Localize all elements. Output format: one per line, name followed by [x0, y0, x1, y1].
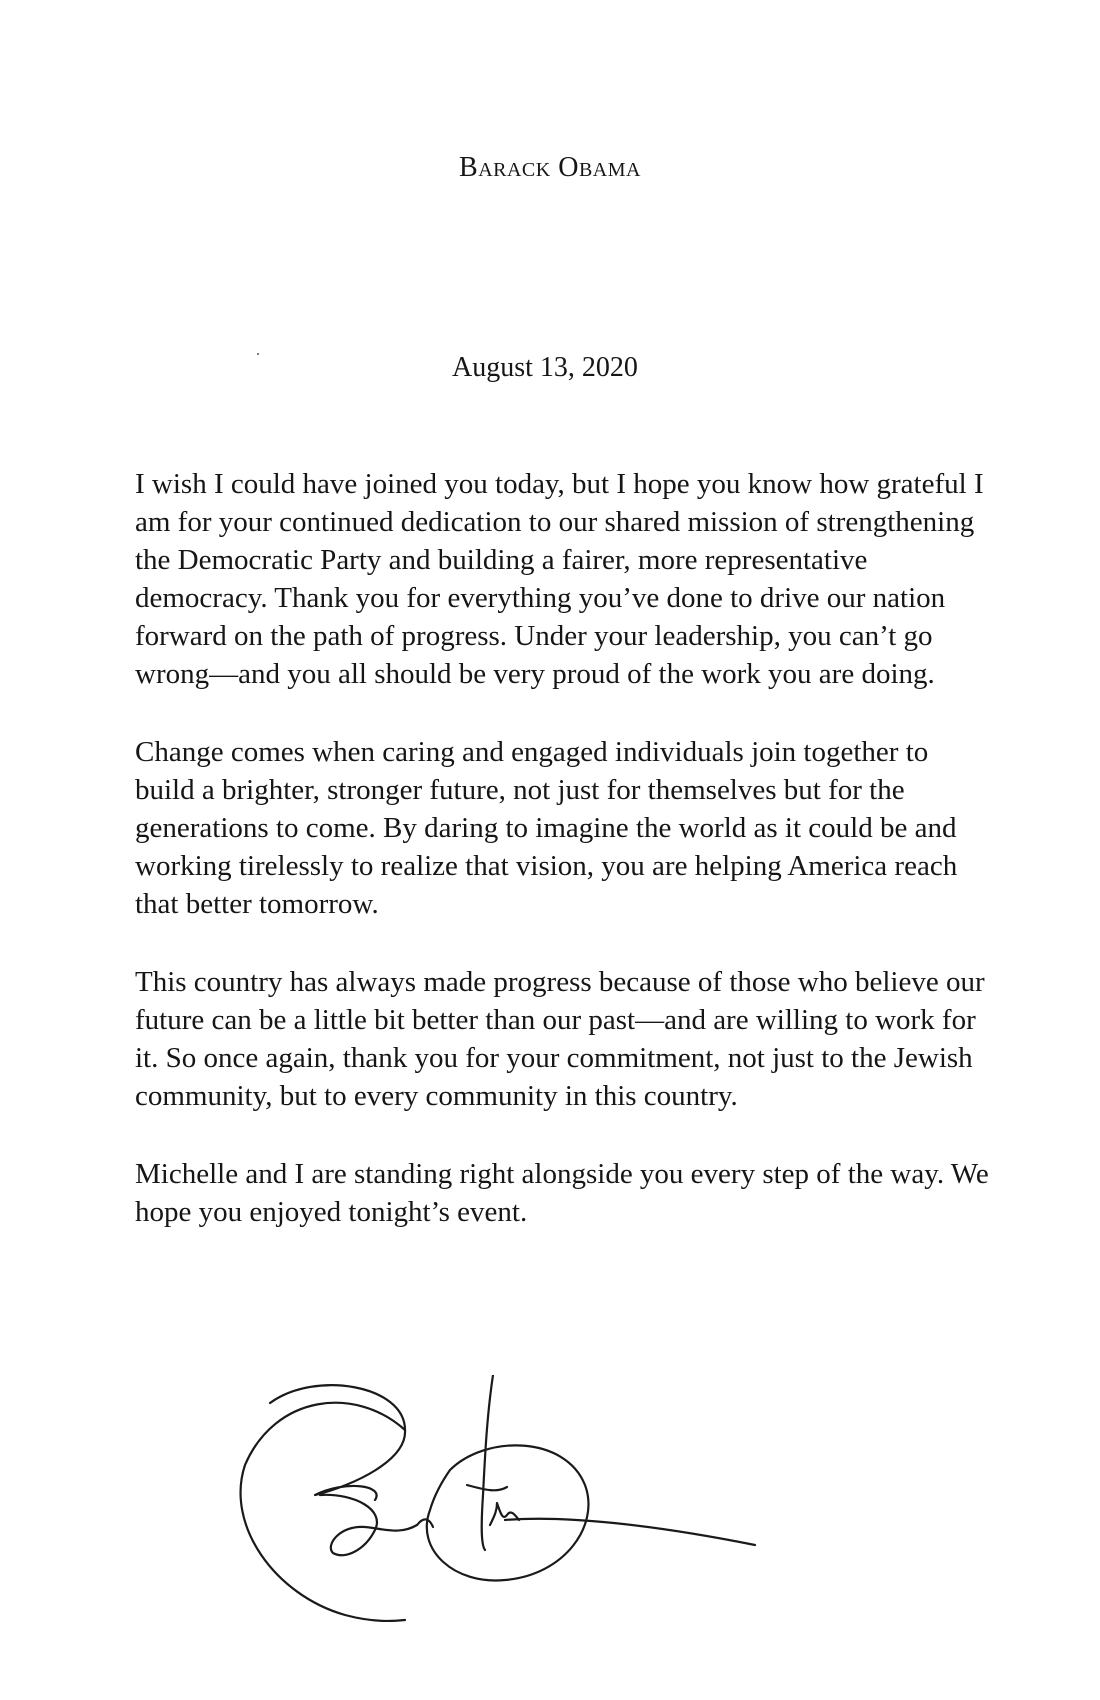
letter-body [135, 465, 995, 1271]
letter-date: August 13, 2020 [452, 352, 638, 383]
paragraph-2: Change comes when caring and engaged individuals join together to build a brighter, stronger future, not just for themselves but for the generations to come. By daring to imagine the world as it could be and working tirelessly to realize that vision, you are helping America reach that better tomorrow. [135, 736, 958, 920]
paragraph-3: This country has always made progress because of those who believe our future can be a little bit better than our past—and are willing to work for it. So once again, thank you for your commitment, not just to the Jewish community, but to every community in this country. [135, 966, 985, 1112]
stray-mark [257, 353, 259, 355]
paragraph-1: I wish I could have joined you today, but I hope you know how grateful I am for your continued dedication to our shared mission of strengthening the Democratic Party and building a fairer, more representative democracy. Thank you for everything you’ve done to drive our nation forward on the path of progress. Under your leadership, you can’t go wrong—and you all should be very proud of the work you are doing. [135, 468, 984, 690]
paragraph-4: Michelle and I are standing right alongside you every step of the way. We hope you enjoyed tonight’s event. [135, 1158, 989, 1228]
letterhead-name: Barack Obama [459, 152, 641, 183]
signature-icon [235, 1375, 815, 1635]
